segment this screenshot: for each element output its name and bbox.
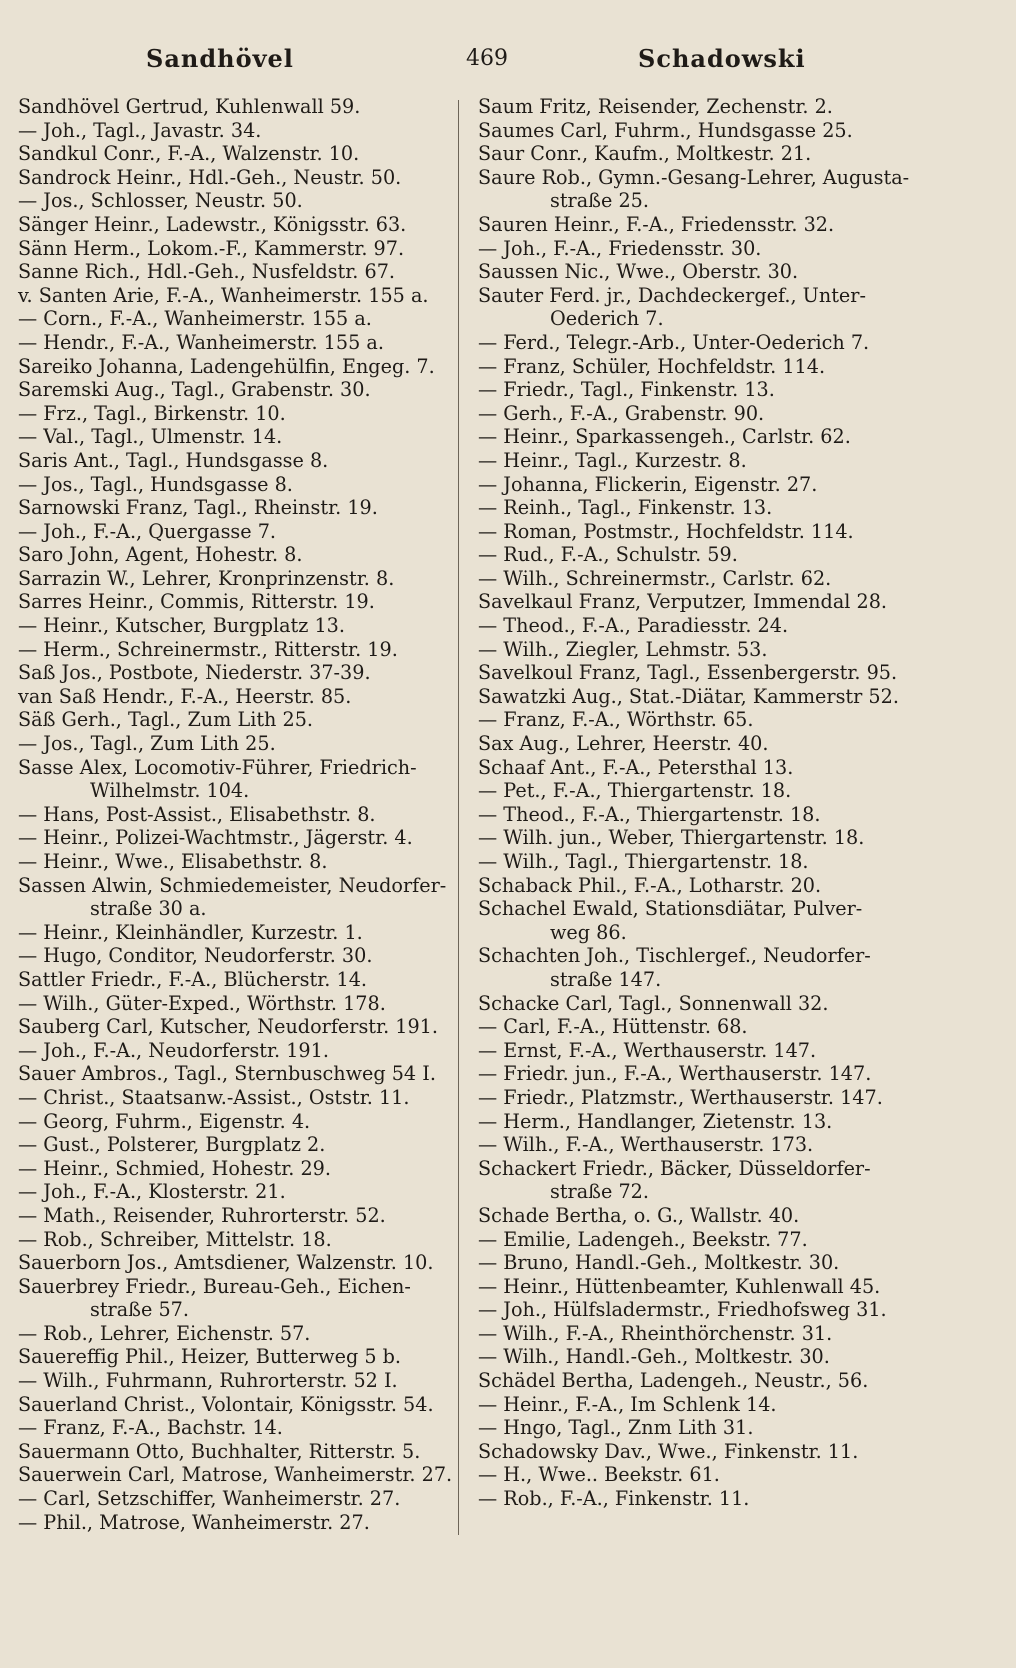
directory-entry: — Wilh., Schreinermstr., Carlstr. 62. [478, 566, 832, 590]
directory-entry: Saum Fritz, Reisender, Zechenstr. 2. [478, 95, 833, 118]
directory-entry: Saussen Nic., Wwe., Oberstr. 30. [478, 260, 799, 284]
directory-entry: — Roman, Postmstr., Hochfeldstr. 114. [478, 519, 854, 543]
page-header [18, 44, 998, 84]
directory-entry-continuation: straße 147. [550, 967, 662, 991]
left-column [18, 95, 453, 1534]
directory-entry: — Herm., Schreinermstr., Ritterstr. 19. [18, 637, 398, 661]
directory-entry: Saris Ant., Tagl., Hundsgasse 8. [18, 448, 329, 472]
directory-entry: — Joh., F.-A., Friedensstr. 30. [478, 236, 762, 260]
directory-entry: — Heinr., Wwe., Elisabethstr. 8. [18, 850, 328, 873]
directory-entry: Schaaf Ant., F.-A., Petersthal 13. [478, 755, 794, 779]
directory-entry: Schacke Carl, Tagl., Sonnenwall 32. [478, 991, 829, 1015]
directory-entry: — Franz, Schüler, Hochfeldstr. 114. [478, 354, 826, 378]
directory-entry: — H., Wwe.. Beekstr. 61. [478, 1463, 720, 1487]
directory-entry: — Ernst, F.-A., Werthauserstr. 147. [478, 1038, 817, 1062]
directory-entry: — Heinr., Sparkassengeh., Carlstr. 62. [478, 425, 851, 449]
directory-entry: — Wilh. jun., Weber, Thiergartenstr. 18. [478, 826, 865, 850]
directory-entry: — Ferd., Telegr.-Arb., Unter-Oederich 7. [478, 330, 870, 354]
directory-entry: Sasse Alex, Locomotiv-Führer, Friedrich- [18, 755, 417, 779]
directory-entry: — Wilh., Güter-Exped., Wörthstr. 178. [18, 991, 386, 1015]
directory-entry: — Wilh., Handl.-Geh., Moltkestr. 30. [478, 1345, 830, 1369]
directory-entry: — Reinh., Tagl., Finkenstr. 13. [478, 496, 773, 520]
directory-entry: Savelkoul Franz, Tagl., Essenbergerstr. 95. [478, 661, 898, 685]
directory-entry-continuation: Oederich 7. [550, 307, 664, 331]
directory-entry: Sandrock Heinr., Hdl.-Geh., Neustr. 50. [18, 165, 402, 189]
directory-entry: Sauberg Carl, Kutscher, Neudorferstr. 191. [18, 1015, 438, 1039]
directory-entry-continuation: weg 86. [550, 920, 627, 944]
directory-entry: — Pet., F.-A., Thiergartenstr. 18. [478, 779, 792, 803]
directory-entry: Sauermann Otto, Buchhalter, Ritterstr. 5. [18, 1439, 421, 1463]
directory-entry: Sauereffig Phil., Heizer, Butterweg 5 b. [18, 1345, 402, 1369]
directory-entry: — Friedr. jun., F.-A., Werthauserstr. 147. [478, 1062, 872, 1086]
column-divider [458, 100, 459, 1535]
directory-entry-continuation: straße 57. [90, 1298, 189, 1322]
directory-entry: — Gerh., F.-A., Grabenstr. 90. [478, 401, 765, 425]
directory-entry: — Wilh., F.-A., Werthauserstr. 173. [478, 1133, 814, 1157]
directory-entry: — Rob., Lehrer, Eichenstr. 57. [18, 1321, 311, 1345]
directory-entry: — Wilh., Fuhrmann, Ruhrorterstr. 52 I. [18, 1369, 398, 1393]
directory-entry-continuation: Wilhelmstr. 104. [90, 779, 250, 803]
directory-entry: — Rob., Schreiber, Mittelstr. 18. [18, 1227, 332, 1251]
directory-entry: — Corn., F.-A., Wanheimerstr. 155 a. [18, 307, 372, 331]
directory-entry: Schädel Bertha, Ladengeh., Neustr., 56. [478, 1369, 869, 1393]
directory-entry: — Hugo, Conditor, Neudorferstr. 30. [18, 944, 373, 968]
directory-entry: — Theod., F.-A., Thiergartenstr. 18. [478, 802, 821, 826]
directory-entry: Schachel Ewald, Stationsdiätar, Pulver- [478, 897, 863, 921]
directory-entry-continuation: straße 30 a. [90, 897, 207, 921]
directory-entry: — Joh., F.-A., Klosterstr. 21. [18, 1180, 286, 1204]
directory-entry: — Herm., Handlanger, Zietenstr. 13. [478, 1109, 833, 1133]
header-right-keyword: Schadowski [638, 44, 806, 73]
directory-entry: — Heinr., Kutscher, Burgplatz 13. [18, 614, 345, 638]
directory-entry: — Heinr., Tagl., Kurzestr. 8. [478, 448, 747, 472]
directory-entry: — Heinr., F.-A., Im Schlenk 14. [478, 1392, 777, 1416]
directory-entry: — Hendr., F.-A., Wanheimerstr. 155 a. [18, 330, 384, 354]
directory-entry: — Heinr., Schmied, Hohestr. 29. [18, 1156, 331, 1180]
directory-entry: Schaback Phil., F.-A., Lotharstr. 20. [478, 873, 822, 897]
directory-entry: Saremski Aug., Tagl., Grabenstr. 30. [18, 378, 371, 402]
directory-entry: Säß Gerh., Tagl., Zum Lith 25. [18, 708, 314, 732]
directory-entry: — Frz., Tagl., Birkenstr. 10. [18, 401, 286, 425]
directory-entry: Saur Conr., Kaufm., Moltkestr. 21. [478, 142, 812, 166]
directory-entry: — Jos., Tagl., Hundsgasse 8. [18, 472, 293, 496]
directory-entry-continuation: straße 25. [550, 189, 649, 213]
directory-entry: Sauerwein Carl, Matrose, Wanheimerstr. 27. [18, 1463, 453, 1487]
directory-entry: Schachten Joh., Tischlergef., Neudorfer- [478, 944, 871, 968]
directory-entry: Sanne Rich., Hdl.-Geh., Nusfeldstr. 67. [18, 260, 396, 284]
directory-entry: — Johanna, Flickerin, Eigenstr. 27. [478, 472, 818, 496]
directory-entry: Sauerbrey Friedr., Bureau-Geh., Eichen- [18, 1274, 411, 1298]
directory-entry: — Wilh., F.-A., Rheinthörchenstr. 31. [478, 1321, 833, 1345]
directory-entry: Sawatzki Aug., Stat.-Diätar, Kammerstr 52. [478, 684, 899, 708]
directory-entry: — Franz, F.-A., Wörthstr. 65. [478, 708, 754, 732]
directory-entry: v. Santen Arie, F.-A., Wanheimerstr. 155 a. [18, 283, 429, 307]
directory-entry: Schade Bertha, o. G., Wallstr. 40. [478, 1203, 800, 1227]
directory-entry: — Carl, F.-A., Hüttenstr. 68. [478, 1015, 748, 1039]
directory-entry: — Friedr., Platzmstr., Werthauserstr. 147. [478, 1085, 883, 1109]
directory-entry: Sax Aug., Lehrer, Heerstr. 40. [478, 732, 769, 756]
directory-entry: — Bruno, Handl.-Geh., Moltkestr. 30. [478, 1251, 840, 1275]
directory-entry: — Joh., F.-A., Quergasse 7. [18, 519, 277, 543]
directory-entry: Sareiko Johanna, Ladengehülfin, Engeg. 7. [18, 354, 435, 378]
directory-entry: Sauter Ferd. jr., Dachdeckergef., Unter- [478, 283, 866, 307]
directory-entry: Sarres Heinr., Commis, Ritterstr. 19. [18, 590, 375, 614]
directory-entry: Saß Jos., Postbote, Niederstr. 37-39. [18, 661, 371, 685]
directory-entry-continuation: straße 72. [550, 1180, 649, 1204]
directory-entry: Schadowsky Dav., Wwe., Finkenstr. 11. [478, 1439, 859, 1463]
directory-entry: Sauer Ambros., Tagl., Sternbuschweg 54 I. [18, 1062, 436, 1086]
directory-entry: Saro John, Agent, Hohestr. 8. [18, 543, 303, 567]
directory-entry: Sarrazin W., Lehrer, Kronprinzenstr. 8. [18, 566, 395, 590]
directory-entry: Sandhövel Gertrud, Kuhlenwall 59. [18, 95, 361, 118]
directory-entry: Savelkaul Franz, Verputzer, Immendal 28. [478, 590, 888, 614]
directory-entry: — Georg, Fuhrm., Eigenstr. 4. [18, 1109, 311, 1133]
directory-entry: — Joh., F.-A., Neudorferstr. 191. [18, 1038, 329, 1062]
directory-entry: Sauren Heinr., F.-A., Friedensstr. 32. [478, 212, 835, 236]
directory-entry: — Heinr., Hüttenbeamter, Kuhlenwall 45. [478, 1274, 881, 1298]
directory-entry: Saure Rob., Gymn.-Gesang-Lehrer, Augusta- [478, 165, 910, 189]
directory-entry: — Gust., Polsterer, Burgplatz 2. [18, 1133, 326, 1157]
directory-entry: — Wilh., Tagl., Thiergartenstr. 18. [478, 850, 809, 873]
directory-entry: — Wilh., Ziegler, Lehmstr. 53. [478, 637, 768, 661]
directory-entry: Sänger Heinr., Ladewstr., Königsstr. 63. [18, 212, 407, 236]
directory-entry: — Franz, F.-A., Bachstr. 14. [18, 1416, 283, 1440]
directory-entry: Saumes Carl, Fuhrm., Hundsgasse 25. [478, 118, 853, 142]
directory-entry: Sarnowski Franz, Tagl., Rheinstr. 19. [18, 496, 378, 520]
directory-entry: — Heinr., Polizei-Wachtmstr., Jägerstr. 4. [18, 826, 413, 850]
directory-entry: — Friedr., Tagl., Finkenstr. 13. [478, 378, 775, 402]
directory-entry: van Saß Hendr., F.-A., Heerstr. 85. [18, 684, 352, 708]
directory-entry: Sauerland Christ., Volontair, Königsstr. 54. [18, 1392, 434, 1416]
page-number: 469 [466, 46, 508, 71]
directory-entry: — Rud., F.-A., Schulstr. 59. [478, 543, 738, 567]
directory-entry: — Carl, Setzschiffer, Wanheimerstr. 27. [18, 1487, 401, 1511]
directory-entry: — Jos., Schlosser, Neustr. 50. [18, 189, 303, 213]
directory-entry: Sauerborn Jos., Amtsdiener, Walzenstr. 10. [18, 1251, 434, 1275]
directory-entry: — Christ., Staatsanw.-Assist., Oststr. 11. [18, 1085, 410, 1109]
directory-entry: — Joh., Hülfsladermstr., Friedhofsweg 31. [478, 1298, 887, 1322]
directory-entry: — Phil., Matrose, Wanheimerstr. 27. [18, 1510, 370, 1534]
directory-entry: Sassen Alwin, Schmiedemeister, Neudorfer- [18, 873, 447, 897]
directory-entry: — Rob., F.-A., Finkenstr. 11. [478, 1487, 750, 1511]
directory-entry: Schackert Friedr., Bäcker, Düsseldorfer- [478, 1156, 871, 1180]
directory-entry: — Theod., F.-A., Paradiesstr. 24. [478, 614, 789, 638]
directory-entry: — Hngo, Tagl., Znm Lith 31. [478, 1416, 754, 1440]
directory-entry: — Math., Reisender, Ruhrorterstr. 52. [18, 1203, 386, 1227]
directory-entry: — Val., Tagl., Ulmenstr. 14. [18, 425, 283, 449]
directory-entry: Sänn Herm., Lokom.-F., Kammerstr. 97. [18, 236, 405, 260]
directory-entry: — Heinr., Kleinhändler, Kurzestr. 1. [18, 920, 363, 944]
directory-entry: Sandkul Conr., F.-A., Walzenstr. 10. [18, 142, 360, 166]
directory-entry: — Emilie, Ladengeh., Beekstr. 77. [478, 1227, 808, 1251]
directory-entry: — Jos., Tagl., Zum Lith 25. [18, 732, 276, 756]
header-left-keyword: Sandhövel [146, 44, 294, 73]
right-column [478, 95, 910, 1511]
directory-entry: — Joh., Tagl., Javastr. 34. [18, 118, 262, 142]
directory-entry: Sattler Friedr., F.-A., Blücherstr. 14. [18, 967, 368, 991]
directory-entry: — Hans, Post-Assist., Elisabethstr. 8. [18, 802, 376, 826]
